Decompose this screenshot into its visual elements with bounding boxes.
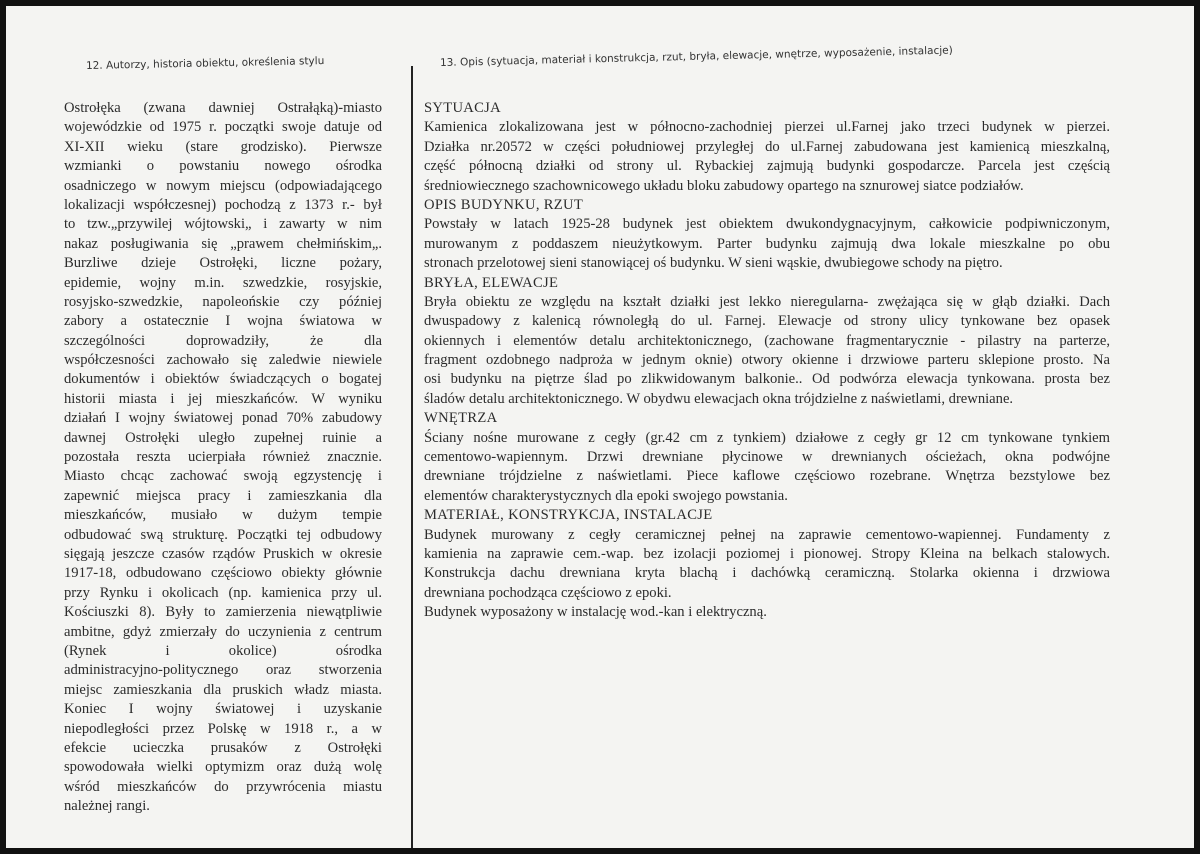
section-text-line: Działka nr.20572 w części południowej przyległej do ul.Farnej zabudowana jest kamienicą mieszkalną, [424,138,1110,155]
section-title: MATERIAŁ, KONSTRYKCJA, INSTALACJE [424,507,713,524]
section-text-line: śladów detalu architektonicznego. W obydwu elewacjach okna trójdzielne z naświetlami, drewniane. [424,390,1014,407]
section-text-line: Konstrukcja dachu drewniana kryta blachą i dachówką ceramiczną. Stolarka okienna i drzwiowa [424,565,1110,582]
section-title: BRYŁA, ELEWACJE [424,274,559,291]
history-text-line: sięgają jeszcze czasów rządów Pruskich w okresie [64,545,382,562]
description-text-column [424,99,1110,623]
history-text-line: 1917-18, odbudowano częściowo obiekty głównie [64,565,382,582]
history-text-line: niepodległości przez Polskę w 1918 r., a w [64,720,382,737]
section-text-line: stronach przelotowej sieni stanowiącej oś budynku. W sieni wąskie, dwubiegowe schody na piętro. [424,255,1003,272]
section-title: SYTUACJA [424,100,502,116]
history-text-line: pozostała reszta ucierpiała również znacznie. [64,449,382,466]
section-text-line: Ściany nośne murowane z cegły (gr.42 cm z tynkiem) działowe z cegły gr 12 cm tynkowane tynkiem [424,429,1110,446]
history-text-line: Kościuszki 8). Były to zamierzenia niewątpliwie [64,604,382,621]
document-page [6,6,1194,848]
section-text-line: fragment ozdobnego nadproża w jednym oknie) otwory okienne i drzwiowe parteru sklepione prosto. Na [424,352,1110,369]
column-divider [411,66,413,848]
history-text-line: współczesności zachowało się zaledwie niewiele [64,352,382,369]
history-text-line: zapewnić miejsca pracy i zamieszkania dla [64,487,382,504]
section-text-line: Kamienica zlokalizowana jest w północno-zachodniej pierzei ul.Farnej jako trzeci budynek w pierzei. [424,119,1110,136]
history-text-line: mieszkańców, musiało w dużym tempie [64,507,382,524]
section-text-line: osi budynku na piętrze ślad po zlikwidowanym balkonie.. Od podwórza elewacja tynkowana. prosta bez [424,371,1110,388]
section-text-line: murowanym z poddaszem nieużytkowym. Parter budynku zajmują dwa lokale mieszkalne po obu [424,235,1110,252]
history-text-line: (Rynek i okolice) ośrodka [64,642,382,659]
history-text-line: przy Rynku i okolicach (np. kamienica przy ul. [64,584,382,601]
history-text-line: należnej rangi. [64,798,150,815]
section-text-line: część północną działki od strony ul. Rybackiej zajmują budynki gospodarcze. Parcela jest częścią [424,158,1110,175]
history-text-line: wśród mieszkańców do przywrócenia miastu [64,778,382,795]
section-text-line: drewniana pochodząca częściowo z epoki. [424,584,672,601]
section-text-line: Powstały w latach 1925-28 budynek jest obiektem dwukondygnacyjnym, całkowicie podpiwniczonym, [424,216,1110,233]
scan-border-bottom [0,848,1200,854]
history-text-line: szczególności doprowadziły, że dla [64,332,382,349]
section-text-line: elementów charakterystycznych dla epoki swojego powstania. [424,487,788,504]
history-text-line: wzmianki o powstaniu nowego ośrodka [64,158,382,175]
history-text-line: osadniczego w nowym miejscu (odpowiadającego [64,177,382,194]
section-text-line: średniowiecznego szachownicowego układu bloku zabudowy opartego na sznurowej siatce podziałów. [424,177,1024,194]
history-text-line: miejsc zamieszkania dla pruskich władz miasta. [64,681,382,698]
section-text-line: cementowo-wapiennym. Drzwi drewniane płycinowe w drewnianych ościeżach, okna podwójne [424,449,1110,466]
history-text-line: zabory a ostatecznie I wojna światowa w [64,313,382,330]
history-text-line: administracyjno-politycznego oraz stworzenia [64,662,382,679]
history-text-line: Koniec I wojny światowej i uzyskanie [64,701,382,718]
history-text-line: ambitne, gdyż zmierzały do uczynienia z centrum [64,623,382,640]
history-text-column [64,99,382,816]
history-text-line: spowodowała wielki optymizm oraz dużą wolę [64,759,382,776]
history-text-line: Burzliwe dzieje Ostrołęki, liczne pożary, [64,255,382,272]
history-text-line: odbudować swą strukturę. Początki tej odbudowy [64,526,382,543]
section-title: WNĘTRZA [424,410,498,427]
history-text-line: działań I wojny światowej ponad 70% zabudowy [64,410,382,427]
history-text-line: dawnej Ostrołęki uległo zupełnej ruinie a [64,429,382,446]
section-text-line: Budynek wyposażony w instalację wod.-kan i elektryczną. [424,604,767,621]
history-text-line: Miasto chcąc zachować swoją egzystencję i [64,468,382,485]
section-text-line: drewniane trójdzielne z naświetlami. Piece kaflowe częściowo rozebrane. Wnętrza bezstylowe bez [424,468,1110,485]
section-text-line: Bryła obiektu ze względu na kształt działki jest lekko nieregularna- zwężająca się w głąb działki. Dach [424,293,1110,310]
history-text-line: lokalizacji współczesnej) pochodzą z 1373 r.- był [64,196,382,213]
history-text-line: epidemie, wojny m.in. szwedzkie, rosyjskie, [64,274,382,291]
section-text-line: kamienia na zaprawie cem.-wap. bez izolacji poziomej i pionowej. Stropy Kleina na belkach stalowych. [424,545,1110,562]
history-text-line: nakaz posługiwania się „prawem chełmińskim„. [64,235,382,252]
section-title: OPIS BUDYNKU, RZUT [424,196,584,213]
history-text-line: to tzw.„przywilej wójtowski„ i zawarty w nim [64,216,382,233]
history-text-line: dokumentów i obiektów świadczących o bogatej [64,371,382,388]
heading-authors-history: 12. Autorzy, historia obiektu, określenia stylu [85,55,325,72]
section-text-line: okiennych i elementów detalu architektonicznego, (zachowane fragmentarycznie - pilastry na parterze, [424,332,1110,349]
section-text-line: dwuspadowy z kalenicą równoległą do ul. Farnej. Elewacje od strony ulicy tynkowane bez opasek [424,313,1110,330]
history-text-line: rosyjsko-szwedzkie, napoleońskie czy później [64,293,382,310]
history-text-line: historii miasta i jej mieszkańców. W wyniku [64,390,382,407]
history-text-line: efekcie ucieczka prusaków z Ostrołęki [64,739,382,756]
heading-description: 13. Opis (sytuacja, materiał i konstrukcja, rzut, bryła, elewacje, wnętrze, wyposażenie, instalacje) [439,44,953,69]
history-text-line: Ostrołęka (zwana dawniej Ostrałąką)-miasto [64,100,382,116]
history-text-line: wojewódzkie od 1975 r. początki swoje datuje od [64,119,382,136]
history-text-line: XI-XII wieku (stare grodzisko). Pierwsze [64,138,382,155]
section-text-line: Budynek murowany z cegły ceramicznej pełnej na zaprawie cementowo-wapiennej. Fundamenty z [424,526,1110,543]
